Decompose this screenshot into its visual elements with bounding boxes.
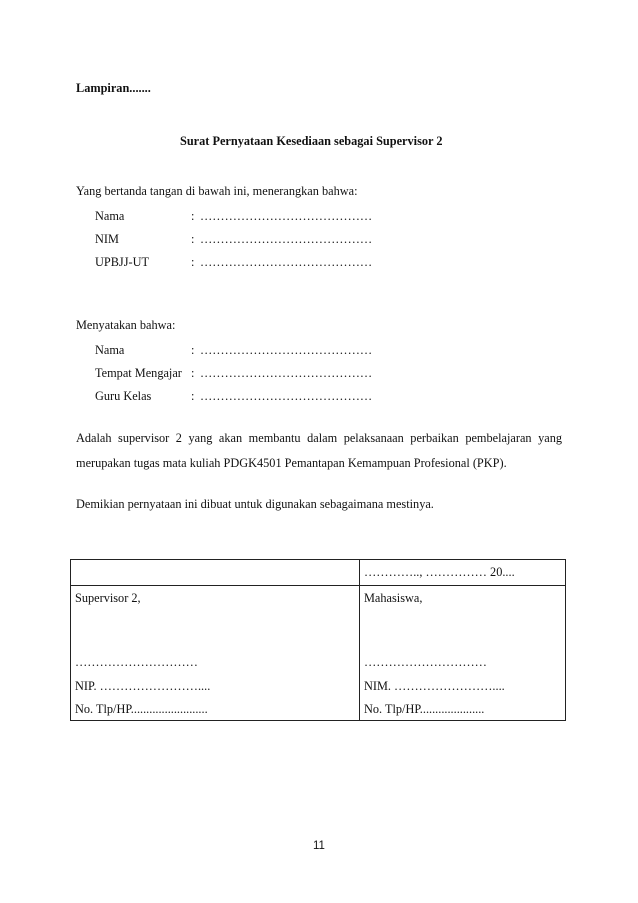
field-colon: : [191,232,195,246]
supervisor-phone: No. Tlp/HP......................... [75,702,208,716]
student-phone: No. Tlp/HP..................... [364,702,485,716]
student-nim: NIM. …………………….... [364,679,505,693]
paragraph-line-1: Adalah supervisor 2 yang akan membantu dalam pelaksanaan perbaikan pembelajaran yang [76,431,562,445]
date-place-cell [360,560,566,586]
supervisor-signature-cell [71,586,360,721]
paragraph-line-2: merupakan tugas mata kuliah PDGK4501 Pemantapan Kemampuan Profesional (PKP). [76,456,507,470]
field-dots: …………………………………… [200,366,373,380]
document-title: Surat Pernyataan Kesediaan sebagai Supervisor 2 [180,134,443,148]
field-dots: …………………………………… [200,255,373,269]
student-signature-cell [360,586,566,721]
supervisor-signature-line: ………………………… [75,655,198,669]
field-label: UPBJJ-UT [95,255,149,269]
field-label: Guru Kelas [95,389,152,403]
field-dots: …………………………………… [200,343,373,357]
intro-text: Yang bertanda tangan di bawah ini, menerangkan bahwa: [76,184,358,198]
field-colon: : [191,255,195,269]
field-label: NIM [95,232,119,246]
statement-intro: Menyatakan bahwa: [76,318,176,332]
closing-statement: Demikian pernyataan ini dibuat untuk digunakan sebagaimana mestinya. [76,497,434,511]
date-place-line: ………….., …………… 20.... [364,565,515,579]
attachment-label: Lampiran....... [76,81,151,95]
field-label: Nama [95,209,125,223]
field-dots: …………………………………… [200,232,373,246]
empty-cell [71,560,360,586]
signature-table [70,559,566,721]
field-colon: : [191,209,195,223]
field-label: Tempat Mengajar [95,366,182,380]
field-colon: : [191,343,195,357]
field-colon: : [191,389,195,403]
page-number: 11 [313,840,325,852]
field-dots: …………………………………… [200,209,373,223]
student-role: Mahasiswa, [364,591,423,605]
field-dots: …………………………………… [200,389,373,403]
supervisor-role: Supervisor 2, [75,591,141,605]
field-colon: : [191,366,195,380]
field-label: Nama [95,343,125,357]
supervisor-nip: NIP. …………………….... [75,679,211,693]
student-signature-line: ………………………… [364,655,487,669]
